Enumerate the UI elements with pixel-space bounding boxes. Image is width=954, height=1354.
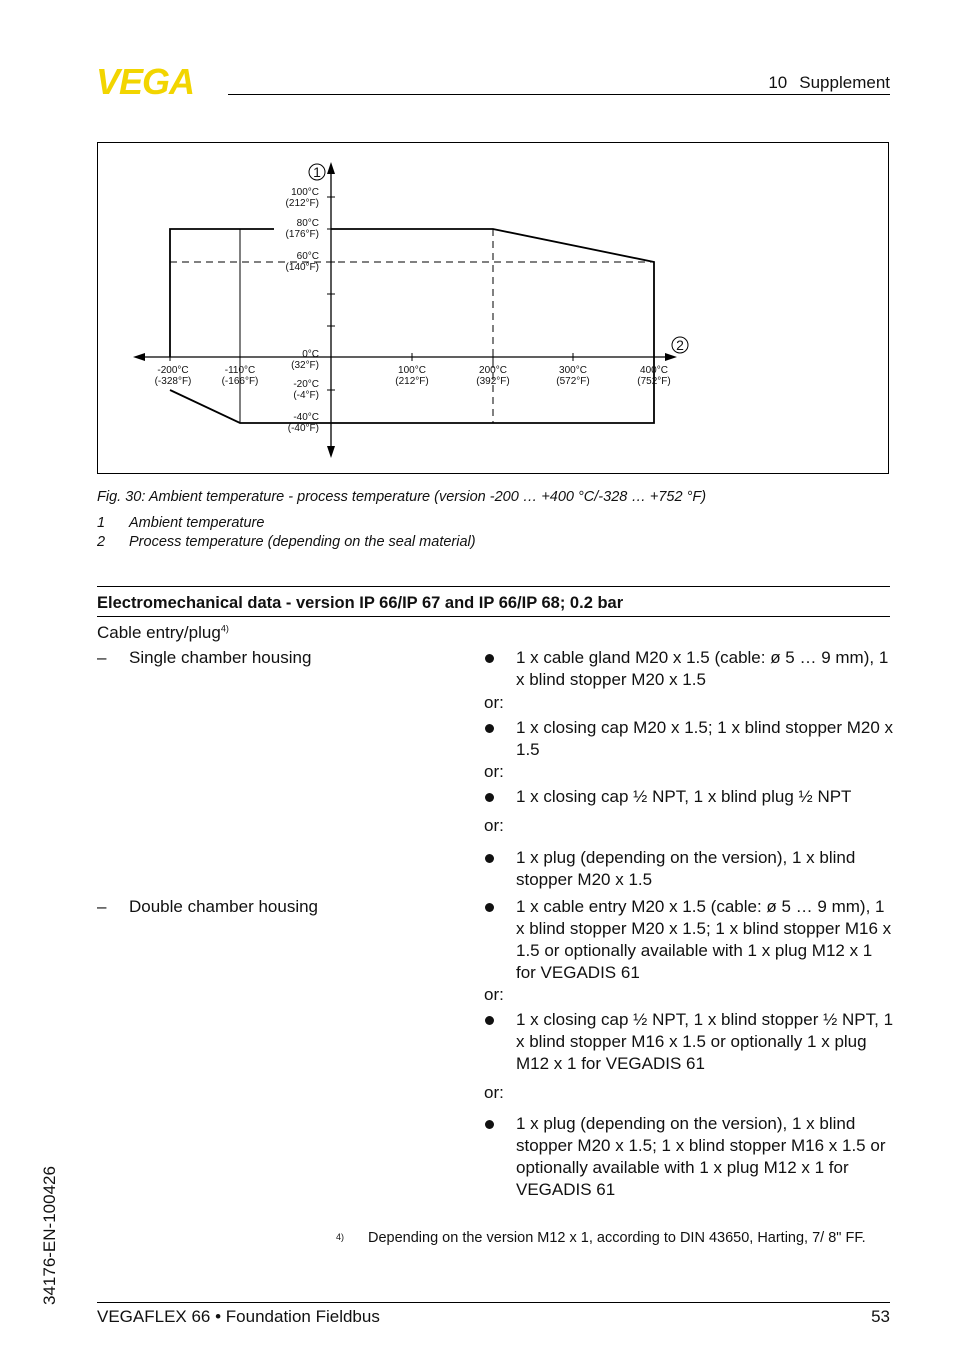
y-tick-80c: 80°C [296,218,319,229]
y-tick-140f: (140°F) [285,262,319,273]
y-axis-arrow-up [327,162,335,174]
cable-entry-label: Cable entry/plug$^{4)}$ [97,623,229,642]
svg-text:2: 2 [676,337,684,353]
y-tick-100c: 100°C [291,187,319,198]
y-tick-0c: 0°C [302,349,319,360]
footnote-text: Depending on the version M12 x 1, according to DIN 43650, Harting, 7/ 8" FF. [368,1230,866,1246]
y-tick-176f: (176°F) [285,229,319,240]
y-tick-60c: 60°C [296,251,319,262]
single-item-1: 1 x cable gland M20 x 1.5 (cable: ø 5 … 9 mm), 1 x blind stopper M20 x 1.5 [516,648,889,689]
page-number: 53 [871,1307,890,1326]
x-tick-212f: (212°F) [395,376,429,387]
bullet-dot [485,903,494,912]
x-tick-392f: (392°F) [476,376,510,387]
header-rule [228,94,890,95]
footer-title: VEGAFLEX 66 • Foundation Fieldbus [97,1307,380,1326]
section-title: Electromechanical data - version IP 66/IP 67 and IP 66/IP 68; 0.2 bar [97,594,624,612]
y-tick-minus40f: (-40°F) [287,423,319,434]
figure-caption: Fig. 30: Ambient temperature - process temperature (version -200 … +400 °C/-328 … +752 °F) [97,489,707,505]
y-tick-212f: (212°F) [285,198,319,209]
double-chamber-label: Double chamber housing [129,897,319,916]
side-document-id: 34176-EN-100426 [40,1166,59,1305]
section-rule-bottom [97,616,890,617]
single-item-4: 1 x plug (depending on the version), 1 x blind stopper M20 x 1.5 [516,848,856,889]
dash-single: – [97,648,107,667]
section-reference [768,73,890,93]
left-region-top [170,229,274,357]
x-tick-minus200c: -200°C [157,365,189,376]
or-text: or: [484,693,504,712]
section-rule-top [97,586,890,587]
or-text: or: [484,1083,504,1102]
x-tick-200c: 200°C [479,365,507,376]
y-tick-minus40c: -40°C [293,412,319,423]
legend-item-1: 1 Ambient temperature [97,515,265,531]
section-name: Supplement [799,73,890,92]
or-text: or: [484,816,504,835]
logo-text: VEGA [96,66,195,96]
x-axis-arrow-right [665,353,677,361]
y-tick-minus4f: (-4°F) [293,390,319,401]
marker-2 [672,337,688,353]
bullet-dot [485,793,494,802]
double-item-3: 1 x plug (depending on the version), 1 x blind stopper M20 x 1.5; 1 x blind stopper M16 x 1.5 or optionally available with 1 x plug M12 x 1 for VEGADIS 61 [516,1114,886,1199]
x-tick-572f: (572°F) [556,376,590,387]
x-axis-arrow-left [133,353,145,361]
single-item-3: 1 x closing cap ½ NPT, 1 x blind plug ½ NPT [516,787,852,806]
double-item-1: 1 x cable entry M20 x 1.5 (cable: ø 5 … 9 mm), 1 x blind stopper M20 x 1.5; 1 x blind stopper M16 x 1.5 or optionally available with 1 x plug M12 x 1 for VEGADIS 61 [516,897,892,982]
y-tick-minus20c: -20°C [293,379,319,390]
single-chamber-label: Single chamber housing [129,648,312,667]
bullet-dot [485,1120,494,1129]
footnote-mark: 4) [336,1232,345,1242]
svg-text:1: 1 [313,164,321,180]
temperature-diagram [97,142,889,474]
or-text: or: [484,985,504,1004]
x-tick-minus328f: (-328°F) [154,376,192,387]
marker-1 [309,164,325,180]
x-tick-minus110c: -110°C [224,365,256,376]
dash-double: – [97,897,107,916]
vega-logo [96,66,220,96]
x-tick-752f: (752°F) [637,376,671,387]
x-tick-400c: 400°C [640,365,668,376]
x-tick-100c: 100°C [398,365,426,376]
bullet-dot [485,854,494,863]
x-tick-minus166f: (-166°F) [221,376,259,387]
bullet-dot [485,1016,494,1025]
y-tick-32f: (32°F) [291,360,319,371]
or-text: or: [484,762,504,781]
double-item-2: 1 x closing cap ½ NPT, 1 x blind stopper ½ NPT, 1 x blind stopper M16 x 1.5 or optionally 1 x plug M12 x 1 for VEGADIS 61 [516,1010,894,1073]
single-item-2: 1 x closing cap M20 x 1.5; 1 x blind stopper M20 x 1.5 [516,718,894,759]
bullet-dot [485,724,494,733]
bullet-dot [485,654,494,663]
section-number: 10 [768,73,788,92]
y-axis-arrow-down [327,446,335,458]
footer-rule [97,1302,890,1303]
x-tick-300c: 300°C [559,365,587,376]
legend-item-2: 2 Process temperature (depending on the seal material) [97,534,476,550]
